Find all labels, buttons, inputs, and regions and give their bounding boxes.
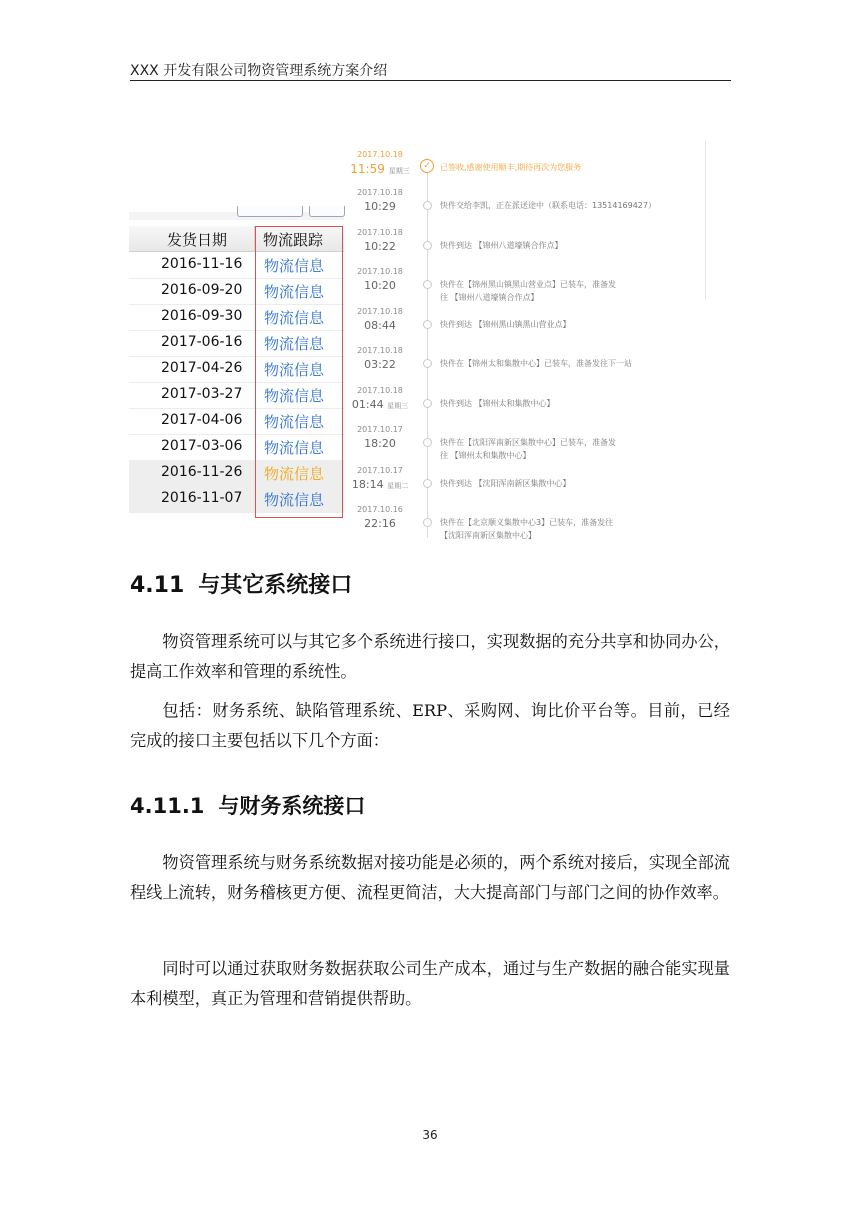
time-value: 10:29	[364, 200, 396, 213]
tracking-link-hover[interactable]: 物流信息	[264, 465, 325, 483]
tracking-link[interactable]: 物流信息	[264, 335, 325, 353]
timeline-entry	[350, 188, 710, 228]
timeline-time	[350, 240, 410, 253]
tracking-link[interactable]: 物流信息	[264, 387, 325, 405]
timeline-entry	[350, 466, 710, 506]
timeline-date: 2017.10.16	[357, 505, 403, 514]
timeline-dot-icon	[423, 399, 432, 408]
tracking-column-highlight	[255, 226, 343, 518]
timeline-entry	[350, 307, 710, 347]
timeline-dot-icon	[423, 438, 432, 447]
logistics-figure	[125, 140, 710, 540]
timeline-text: 快件在【北京顺义集散中心3】已装车，准备发往 【沈阳浑南新区集散中心】	[440, 518, 614, 540]
timeline-entry	[350, 505, 710, 545]
col-header-tracking: 物流跟踪	[263, 231, 324, 249]
timeline-text: 快件到达 【锦州黑山镇黑山营业点】	[440, 320, 571, 329]
tracking-link[interactable]: 物流信息	[264, 283, 325, 301]
paragraph: 物资管理系统与财务系统数据对接功能是必须的，两个系统对接后，实现全部流程线上流转，财务稽核更方便、流程更简洁，大大提高部门与部门之间的协作效率。	[130, 853, 730, 902]
timeline-text: 快件在【锦州太和集散中心】已装车，准备发往下一站	[440, 359, 632, 368]
tracking-link[interactable]: 物流信息	[264, 309, 325, 327]
timeline-entry	[350, 346, 710, 386]
time-value: 10:22	[364, 240, 396, 253]
timeline-date: 2017.10.18	[357, 346, 403, 355]
tracking-link[interactable]: 物流信息	[264, 361, 325, 379]
ship-date-cell: 2016-09-20	[161, 282, 243, 298]
ship-date-cell: 2017-03-06	[161, 438, 243, 454]
page-number: 36	[422, 1128, 438, 1142]
timeline-date: 2017.10.18	[357, 188, 403, 197]
timeline-date: 2017.10.18	[357, 386, 403, 395]
ship-date-cell: 2017-03-27	[161, 386, 243, 402]
toolbar-button[interactable]	[309, 206, 345, 217]
time-value: 01:44	[351, 398, 384, 411]
timeline-text: 快件在【锦州黑山镇黑山营业点】已装车，准备发往 【锦州八道壕镇合作点】	[440, 280, 616, 302]
ship-date-cell: 2016-09-30	[161, 308, 243, 324]
ship-date-cell: 2017-04-06	[161, 412, 243, 428]
timeline-date: 2017.10.18	[357, 307, 403, 316]
timeline-dot-icon	[423, 518, 432, 527]
tracking-link[interactable]: 物流信息	[264, 257, 325, 275]
weekday: 星期三	[388, 167, 410, 175]
section-heading	[130, 568, 352, 599]
timeline-dot-icon	[423, 280, 432, 289]
timeline-text: 快件交给李凯，正在派送途中（联系电话：13514169427）	[440, 201, 656, 210]
timeline-time	[350, 319, 410, 332]
weekday: 星期三	[387, 402, 409, 410]
timeline-time	[350, 200, 410, 213]
timeline-entry	[350, 425, 710, 465]
timeline-time	[350, 279, 410, 292]
timeline-time	[350, 517, 410, 530]
timeline-dot-icon	[423, 201, 432, 210]
time-value: 10:20	[364, 279, 396, 292]
timeline-date: 2017.10.18	[357, 228, 403, 237]
section-title: 与其它系统接口	[198, 573, 353, 598]
tracking-link[interactable]: 物流信息	[264, 439, 325, 457]
time-value: 18:20	[364, 437, 396, 450]
timeline-text: 快件在【沈阳浑南新区集散中心】已装车，准备发往 【锦州太和集散中心】	[440, 438, 616, 460]
timeline-date: 2017.10.17	[357, 425, 403, 434]
time-value: 18:14	[351, 478, 384, 491]
time-value: 08:44	[364, 319, 396, 332]
subsection-number: 4.11.1	[130, 794, 205, 818]
time-value: 03:22	[364, 358, 396, 371]
timeline-date: 2017.10.18	[357, 150, 403, 159]
check-circle-icon: ✓	[420, 159, 434, 173]
timeline-time	[350, 162, 410, 176]
timeline-time	[350, 437, 410, 450]
header-rule	[130, 80, 731, 81]
timeline-text: 快件到达 【沈阳浑南新区集散中心】	[440, 479, 571, 488]
tracking-link[interactable]: 物流信息	[264, 413, 325, 431]
paragraph: 物资管理系统可以与其它多个系统进行接口，实现数据的充分共享和协同办公，提高工作效率和管理的系统性。	[130, 632, 730, 681]
tracking-link[interactable]: 物流信息	[264, 491, 325, 509]
ship-date-cell: 2017-04-26	[161, 360, 243, 376]
timeline-date: 2017.10.17	[357, 466, 403, 475]
timeline-time	[350, 478, 410, 491]
timeline-dot-icon	[423, 241, 432, 250]
timeline-date: 2017.10.18	[357, 267, 403, 276]
paragraph: 同时可以通过获取财务数据获取公司生产成本，通过与生产数据的融合能实现量本利模型，真正为管理和营销提供帮助。	[130, 959, 730, 1008]
subsection-title: 与财务系统接口	[218, 794, 366, 818]
timeline-dot-icon	[423, 320, 432, 329]
timeline-entry	[350, 150, 710, 190]
toolbar-button[interactable]	[237, 206, 303, 217]
table-toolbar	[129, 212, 344, 220]
ship-date-cell: 2017-06-16	[161, 334, 243, 350]
section-number: 4.11	[130, 573, 185, 598]
timeline-dot-icon	[423, 479, 432, 488]
timeline-text: 快件到达 【锦州八道壕镇合作点】	[440, 241, 563, 250]
timeline-entry	[350, 267, 710, 307]
timeline-dot-icon	[423, 359, 432, 368]
time-value: 22:16	[364, 517, 396, 530]
time-value: 11:59	[350, 162, 385, 176]
paragraph: 包括：财务系统、缺陷管理系统、ERP、采购网、询比价平台等。目前，已经完成的接口主要包括以下几个方面：	[130, 701, 730, 750]
ship-date-cell: 2016-11-26	[161, 464, 243, 480]
ship-date-cell: 2016-11-07	[161, 490, 243, 506]
timeline-time	[350, 398, 410, 411]
page-header: XXX 开发有限公司物资管理系统方案介绍	[130, 63, 388, 79]
timeline-entry	[350, 228, 710, 268]
timeline-entry	[350, 386, 710, 426]
col-header-ship-date: 发货日期	[167, 231, 228, 249]
ship-date-cell: 2016-11-16	[161, 256, 243, 272]
weekday: 星期二	[387, 482, 409, 490]
timeline-text: 已签收,感谢使用顺丰,期待再次为您服务	[440, 163, 582, 172]
timeline-time	[350, 358, 410, 371]
subsection-heading	[130, 790, 365, 820]
timeline-text: 快件到达 【锦州太和集散中心】	[440, 399, 555, 408]
